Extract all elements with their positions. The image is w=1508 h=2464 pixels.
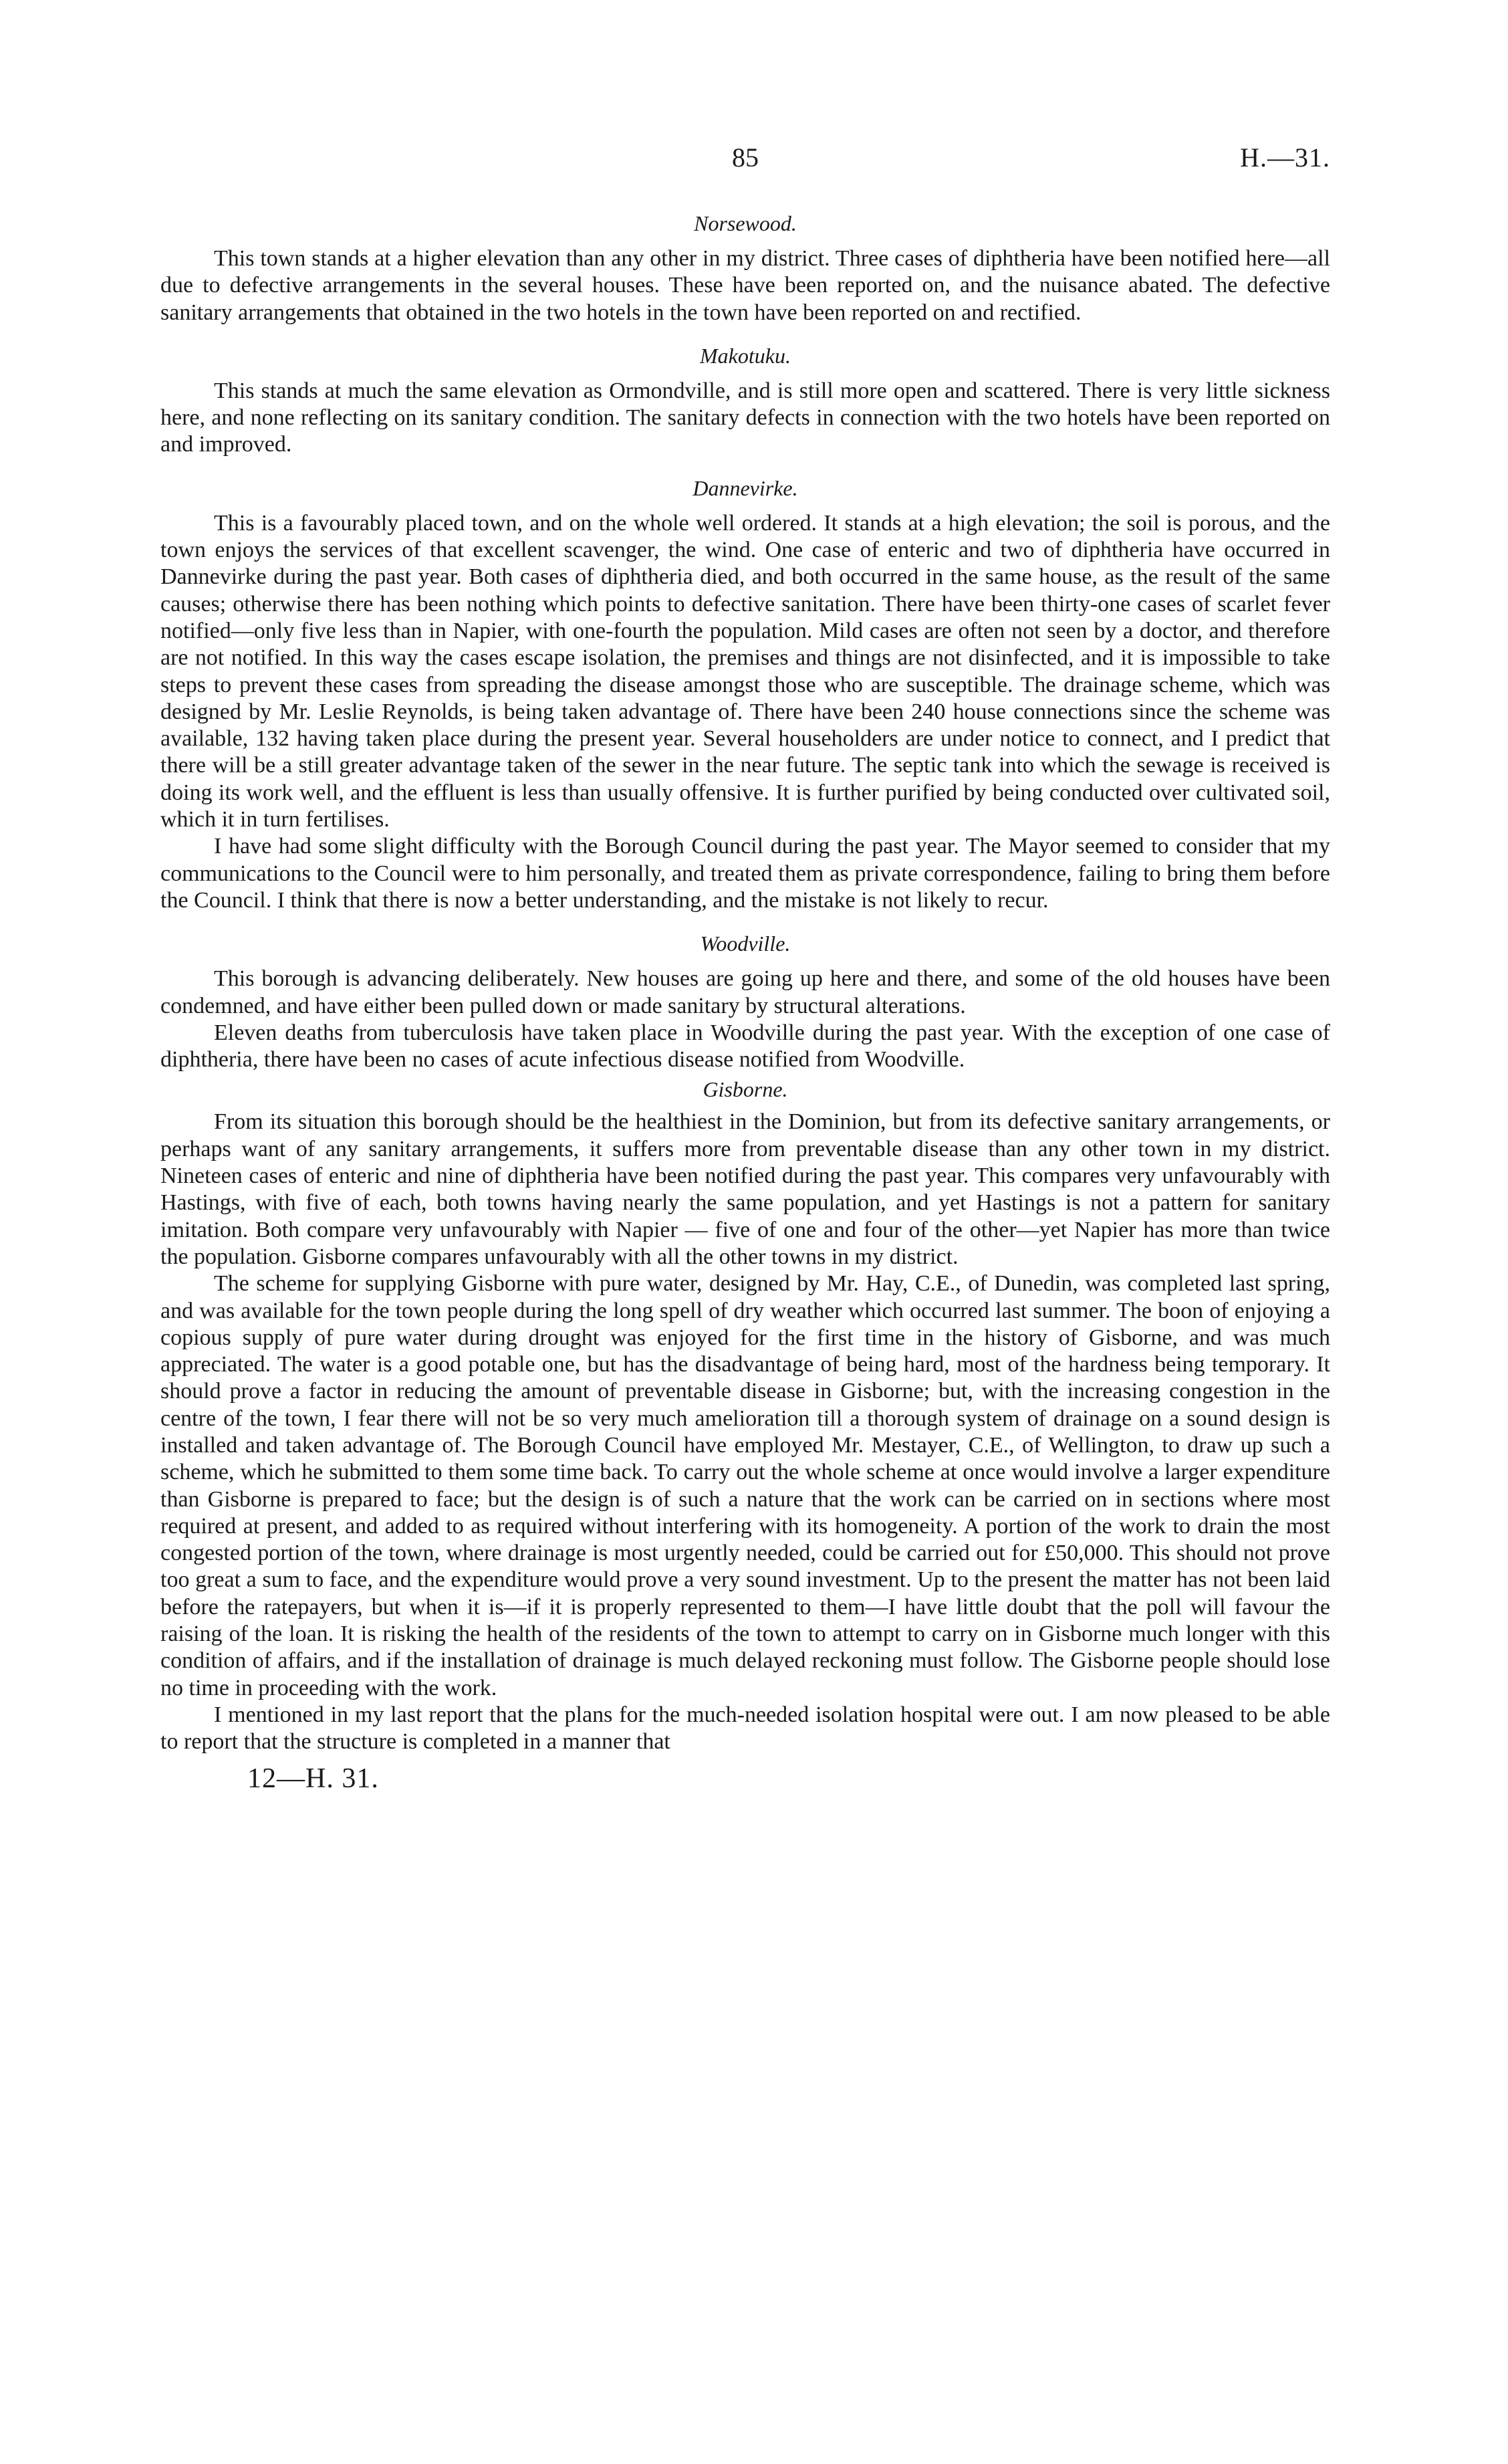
paragraph-norsewood-1: This town stands at a higher elevation than any other in my district. Three cases of diphtheria have been notified here—all due to defective arrangements in the several houses. These have been reported on, and the nuisance abated. The defective sanitary arrangements that obtained in the two hotels in the town have been reported on and rectified. bbox=[160, 246, 1330, 325]
document-code: H.—31. bbox=[1240, 142, 1330, 173]
paragraph-woodville-1: This borough is advancing deliberately. New houses are going up here and there, and some of the old houses have been condemned, and have either been pulled down or made sanitary by structural alterations. bbox=[160, 966, 1330, 1018]
paragraph-gisborne-3: I mentioned in my last report that the plans for the much-needed isolation hospital were out. I am now pleased to be able to report that the structure is completed in a manner that bbox=[160, 1702, 1330, 1755]
paragraph-gisborne-2: The scheme for supplying Gisborne with pure water, designed by Mr. Hay, C.E., of Dunedin, was completed last spring, and was available for the town people during the long spell of dry weather which occurred last summer. The boon of enjoying a copious supply of pure water during drought was enjoyed for the first time in the history of Gisborne, and was much appreciated. The water is a good potable one, but has the disadvantage of being hard, most of the hardness being temporary. It should prove a factor in reducing the amount of preventable disease in Gisborne; but, with the increasing congestion in the centre of the town, I fear there will not be so very much amelioration till a thorough system of drainage on a sound design is installed and taken advantage of. The Borough Council have employed Mr. Mestayer, C.E., of Wellington, to draw up such a scheme, which he submitted to them some time back. To carry out the whole scheme at once would involve a larger expenditure than Gisborne is prepared to face; but the design is of such a nature that the work can be carried on in sections where most required at present, and added to as required without interfering with its homogeneity. A portion of the work to drain the most congested portion of the town, where drainage is most urgently needed, could be carried out for £50,000. This should not prove too great a sum to face, and the expenditure would prove a very sound investment. Up to the present the matter has not been laid before the ratepayers, but when it is—if it is properly represented to them—I have little doubt that the poll will favour the raising of the loan. It is risking the health of the residents of the town to attempt to carry on in Gisborne much longer with this condition of affairs, and if the installation of drainage is much delayed reckoning must follow. The Gisborne people should lose no time in proceeding with the work. bbox=[160, 1271, 1330, 1700]
document-page bbox=[160, 134, 1330, 1795]
page-header bbox=[160, 134, 1330, 194]
paragraph-dannevirke-2: I have had some slight difficulty with the Borough Council during the past year. The Mayor seemed to consider that my communications to the Council were to him personally, and treated them as private correspondence, failing to bring them before the Council. I think that there is now a better understanding, and the mistake is not likely to recur. bbox=[160, 834, 1330, 913]
paragraph-gisborne-1: From its situation this borough should be the healthiest in the Dominion, but from its defective sanitary arrangements, or perhaps want of any sanitary arrangements, it suffers more from preventable disease than any other town in my district. Nineteen cases of enteric and nine of diphtheria have been notified during the past year. This compares very unfavourably with Hastings, with five of each, both towns having nearly the same population, and yet Hastings is not a pattern for sanitary imitation. Both compare very unfavourably with Napier — five of one and four of the other—yet Napier has more than twice the population. Gisborne compares unfavourably with all the other towns in my district. bbox=[160, 1109, 1330, 1269]
paragraph-makotuku-1: This stands at much the same elevation as Ormondville, and is still more open and scattered. There is very little sickness here, and none reflecting on its sanitary condition. The sanitary defects in connection with the two hotels have been reported on and improved. bbox=[160, 378, 1330, 457]
section-title-dannevirke: Dannevirke. bbox=[693, 475, 798, 500]
section-title-woodville: Woodville. bbox=[700, 931, 791, 956]
section-title-gisborne: Gisborne. bbox=[703, 1077, 788, 1102]
paragraph-dannevirke-1: This is a favourably placed town, and on the whole well ordered. It stands at a high elevation; the soil is porous, and the town enjoys the services of that excellent scavenger, the wind. One case of enteric and two of diphtheria have occurred in Dannevirke during the past year. Both cases of diphtheria died, and both occurred in the same house, as the result of the same causes; otherwise there has been nothing which points to defective sanitation. There have been thirty-one cases of scarlet fever notified—only five less than in Napier, with one-fourth the population. Mild cases are often not seen by a doctor, and therefore are not notified. In this way the cases escape isolation, the premises and things are not disinfected, and it is impossible to take steps to prevent these cases from spreading the disease amongst those who are susceptible. The drainage scheme, which was designed by Mr. Leslie Reynolds, is being taken advantage of. There have been 240 house connections since the scheme was available, 132 having taken place during the present year. Several householders are under notice to connect, and I predict that there will be a still greater advantage taken of the sewer in the near future. The septic tank into which the sewage is received is doing its work well, and the effluent is less than usually offensive. It is further purified by being conducted over cultivated soil, which it in turn fertilises. bbox=[160, 510, 1330, 832]
section-title-norsewood: Norsewood. bbox=[694, 211, 797, 235]
paragraph-woodville-2: Eleven deaths from tuberculosis have taken place in Woodville during the past year. With the exception of one case of diphtheria, there have been no cases of acute infectious disease notified from Woodville. bbox=[160, 1020, 1330, 1073]
page-number: 85 bbox=[732, 142, 759, 173]
footer-signature-mark: 12—H. 31. bbox=[247, 1763, 379, 1794]
section-title-makotuku: Makotuku. bbox=[700, 343, 791, 368]
